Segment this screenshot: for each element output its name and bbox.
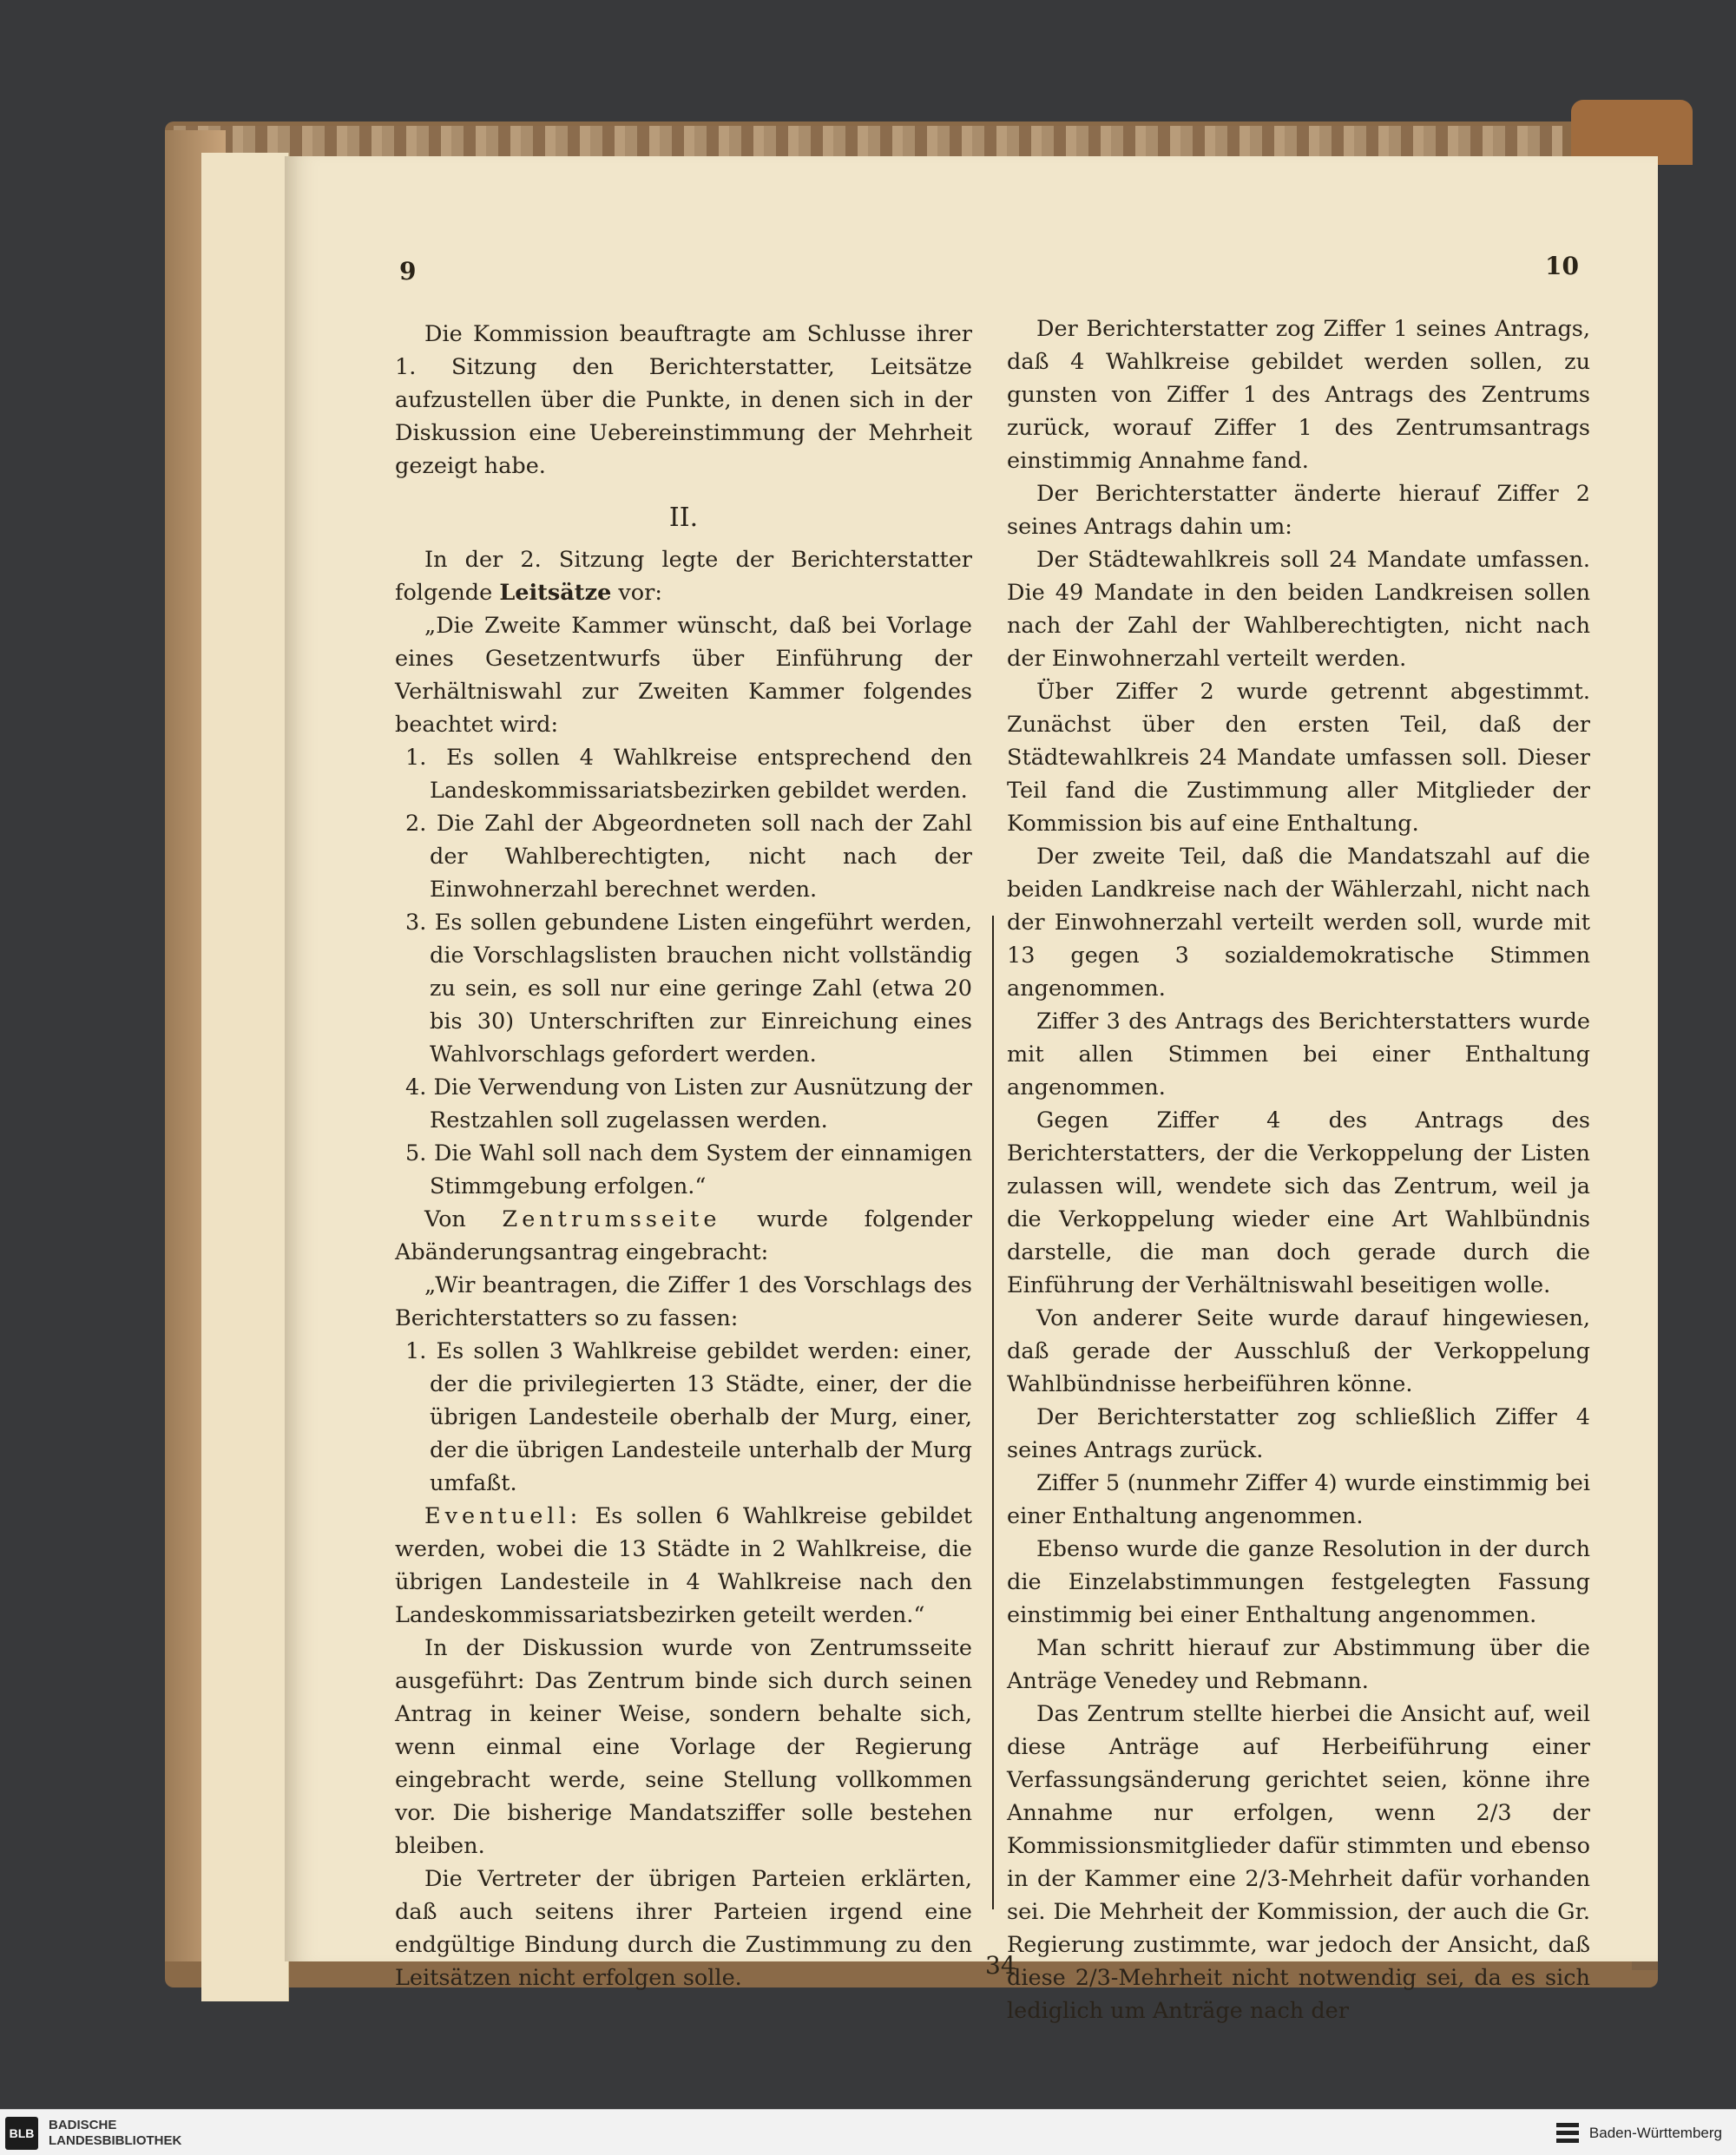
coat-of-arms-icon: [1555, 2120, 1581, 2146]
paragraph: [395, 1203, 972, 1269]
paragraph: In der Diskussion wurde von Zentrumsseite ausgeführt: Das Zentrum binde sich durch seinen Antrag in keiner Weise, sondern behalte sich, wenn einmal eine Vorlage der Regierung eingebracht werde, seine Stellung vollkommen vor. Die bisherige Mandatsziffer solle bestehen bleiben.: [395, 1635, 972, 1859]
text: vor:: [618, 580, 662, 606]
column-rule: [992, 916, 994, 1909]
paragraph: Ziffer 5 (nunmehr Ziffer 4) wurde einstimmig bei einer Enthaltung angenommen.: [1007, 1470, 1590, 1529]
list-item: 2. Die Zahl der Abgeordneten soll nach der Zahl der Wahlberechtigten, nicht nach der Einwohnerzahl berechnet werden.: [405, 811, 972, 903]
paragraph: Der Städtewahlkreis soll 24 Mandate umfassen. Die 49 Mandate in den beiden Landkreisen sollen nach der Zahl der Wahlberechtigten, nicht nach der Einwohnerzahl verteilt werden.: [1007, 547, 1590, 672]
footer-bar: [0, 2109, 1736, 2155]
paragraph: Die Kommission beauftragte am Schlusse ihrer 1. Sitzung den Berichterstatter, Leitsätze aufzustellen über die Punkte, in denen sich in der Diskussion eine Uebereinstimmung der Mehrheit gezeigt habe.: [395, 321, 972, 479]
sheet-number: 34: [985, 1951, 1016, 1980]
paragraph: Ziffer 3 des Antrags des Berichterstatters wurde mit allen Stimmen bei einer Enthaltung angenommen.: [1007, 1009, 1590, 1100]
paragraph: Von anderer Seite wurde darauf hingewiesen, daß gerade der Ausschluß der Verkoppelung Wahlbündnisse herbeiführen könne.: [1007, 1305, 1590, 1397]
list-item: 1. Es sollen 3 Wahlkreise gebildet werden: einer, der die privilegierten 13 Städte, einer, der die übrigen Landesteile oberhalb der Murg, einer, der die übrigen Landesteile unterhalb der Murg umfaßt.: [405, 1338, 972, 1496]
paragraph: Der Berichterstatter zog schließlich Ziffer 4 seines Antrags zurück.: [1007, 1404, 1590, 1463]
text: wurde folgender Abänderungsantrag eingebracht:: [395, 1206, 972, 1265]
bold-term: Leitsätze: [499, 580, 612, 606]
text: Von: [424, 1206, 466, 1232]
paragraph: Gegen Ziffer 4 des Antrags des Berichterstatters, der die Verkoppelung der Listen zulassen will, wendete sich das Zentrum, weil ja die Verkoppelung wieder eine Art Wahlbündnis darstelle, die man doch gerade durch die Einführung der Verhältniswahl beseitigen wolle.: [1007, 1107, 1590, 1298]
paragraph: Die Vertreter der übrigen Parteien erklärten, daß auch seitens ihrer Parteien irgend eine endgültige Bindung durch die Zustimmung zu den Leitsätzen nicht erfolgen solle.: [395, 1866, 972, 1991]
list-item: 5. Die Wahl soll nach dem System der einnamigen Stimmgebung erfolgen.“: [405, 1140, 972, 1199]
list-item: 3. Es sollen gebundene Listen eingeführt werden, die Vorschlagslisten brauchen nicht vollständig zu sein, es soll nur eine geringe Zahl (etwa 20 bis 30) Unterschriften zur Einreichung eines Wahlvorschlags gefordert werden.: [405, 910, 972, 1068]
paragraph: Der zweite Teil, daß die Mandatszahl auf die beiden Landkreise nach der Wählerzahl, nicht nach der Einwohnerzahl verteilt werden soll, wurde mit 13 gegen 3 sozialdemokratische Stimmen angenommen.: [1007, 844, 1590, 1002]
text: Es sollen 6 Wahlkreise gebildet werden, wobei die 13 Städte in 2 Wahlkreise, die übrigen Landesteile in 4 Wahlkreise nach den Landeskommissariatsbezirken geteilt werden.“: [395, 1503, 972, 1628]
leather-corner: [1571, 100, 1693, 165]
library-name[interactable]: [49, 2118, 181, 2149]
paragraph: [395, 543, 972, 609]
paragraph: „Wir beantragen, die Ziffer 1 des Vorschlags des Berichterstatters so zu fassen:: [395, 1272, 972, 1331]
spaced-term: Eventuell:: [424, 1503, 582, 1529]
paragraph: Ebenso wurde die ganze Resolution in der durch die Einzelabstimmungen festgelegten Fassung einstimmig bei einer Enthaltung angenommen.: [1007, 1536, 1590, 1628]
left-page-number: 9: [399, 257, 417, 286]
list-item: 1. Es sollen 4 Wahlkreise entsprechend den Landeskommissariatsbezirken gebildet werden.: [405, 745, 972, 804]
paragraph: Der Berichterstatter zog Ziffer 1 seines Antrags, daß 4 Wahlkreise gebildet werden sollen, zu gunsten von Ziffer 1 des Antrags des Zentrums zurück, worauf Ziffer 1 des Zentrumsantrags einstimmig Annahme fand.: [1007, 316, 1590, 474]
section-heading: II.: [668, 503, 699, 533]
page-edges: [201, 153, 288, 2001]
right-column: [1007, 312, 1590, 2027]
text: In der 2. Sitzung legte der Berichterstatter folgende: [395, 547, 972, 606]
paragraph: [395, 1500, 972, 1632]
paragraph: Das Zentrum stellte hierbei die Ansicht auf, weil diese Anträge auf Herbeiführung einer Verfassungsänderung gerichtet seien, könne ihre Annahme nur erfolgen, wenn 2/3 der Kommissionsmitglieder dafür stimmten und ebenso in der Kammer eine 2/3-Mehrheit dafür vorhanden sei. Die Mehrheit der Kommission, der auch die Gr. Regierung zustimmte, war jedoch der Ansicht, daß diese 2/3-Mehrheit nicht notwendig sei, da es sich lediglich um Anträge nach der: [1007, 1701, 1590, 2024]
library-name-line2: LANDESBIBLIOTHEK: [49, 2133, 182, 2148]
left-column: [395, 318, 972, 1994]
right-page-number: 10: [1545, 252, 1579, 280]
library-name-line1: BADISCHE: [49, 2118, 117, 2132]
spaced-term: Zentrumsseite: [502, 1206, 721, 1232]
list-item: 4. Die Verwendung von Listen zur Ausnützung der Restzahlen soll zugelassen werden.: [405, 1074, 972, 1133]
paragraph: Man schritt hierauf zur Abstimmung über die Anträge Venedey und Rebmann.: [1007, 1635, 1590, 1694]
state-logo[interactable]: [1555, 2120, 1722, 2146]
paragraph: Der Berichterstatter änderte hierauf Ziffer 2 seines Antrags dahin um:: [1007, 481, 1590, 540]
state-name: Baden-Württemberg: [1588, 2125, 1722, 2141]
paragraph: „Die Zweite Kammer wünscht, daß bei Vorlage eines Gesetzentwurfs über Einführung der Verhältniswahl zur Zweiten Kammer folgendes beachtet wird:: [395, 613, 972, 738]
paragraph: Über Ziffer 2 wurde getrennt abgestimmt. Zunächst über den ersten Teil, daß der Städtewahlkreis 24 Mandate umfassen soll. Dieser Teil fand die Zustimmung aller Mitglieder der Kommission bis auf eine Enthaltung.: [1007, 679, 1590, 837]
blb-logo-icon[interactable]: BLB: [5, 2117, 38, 2150]
